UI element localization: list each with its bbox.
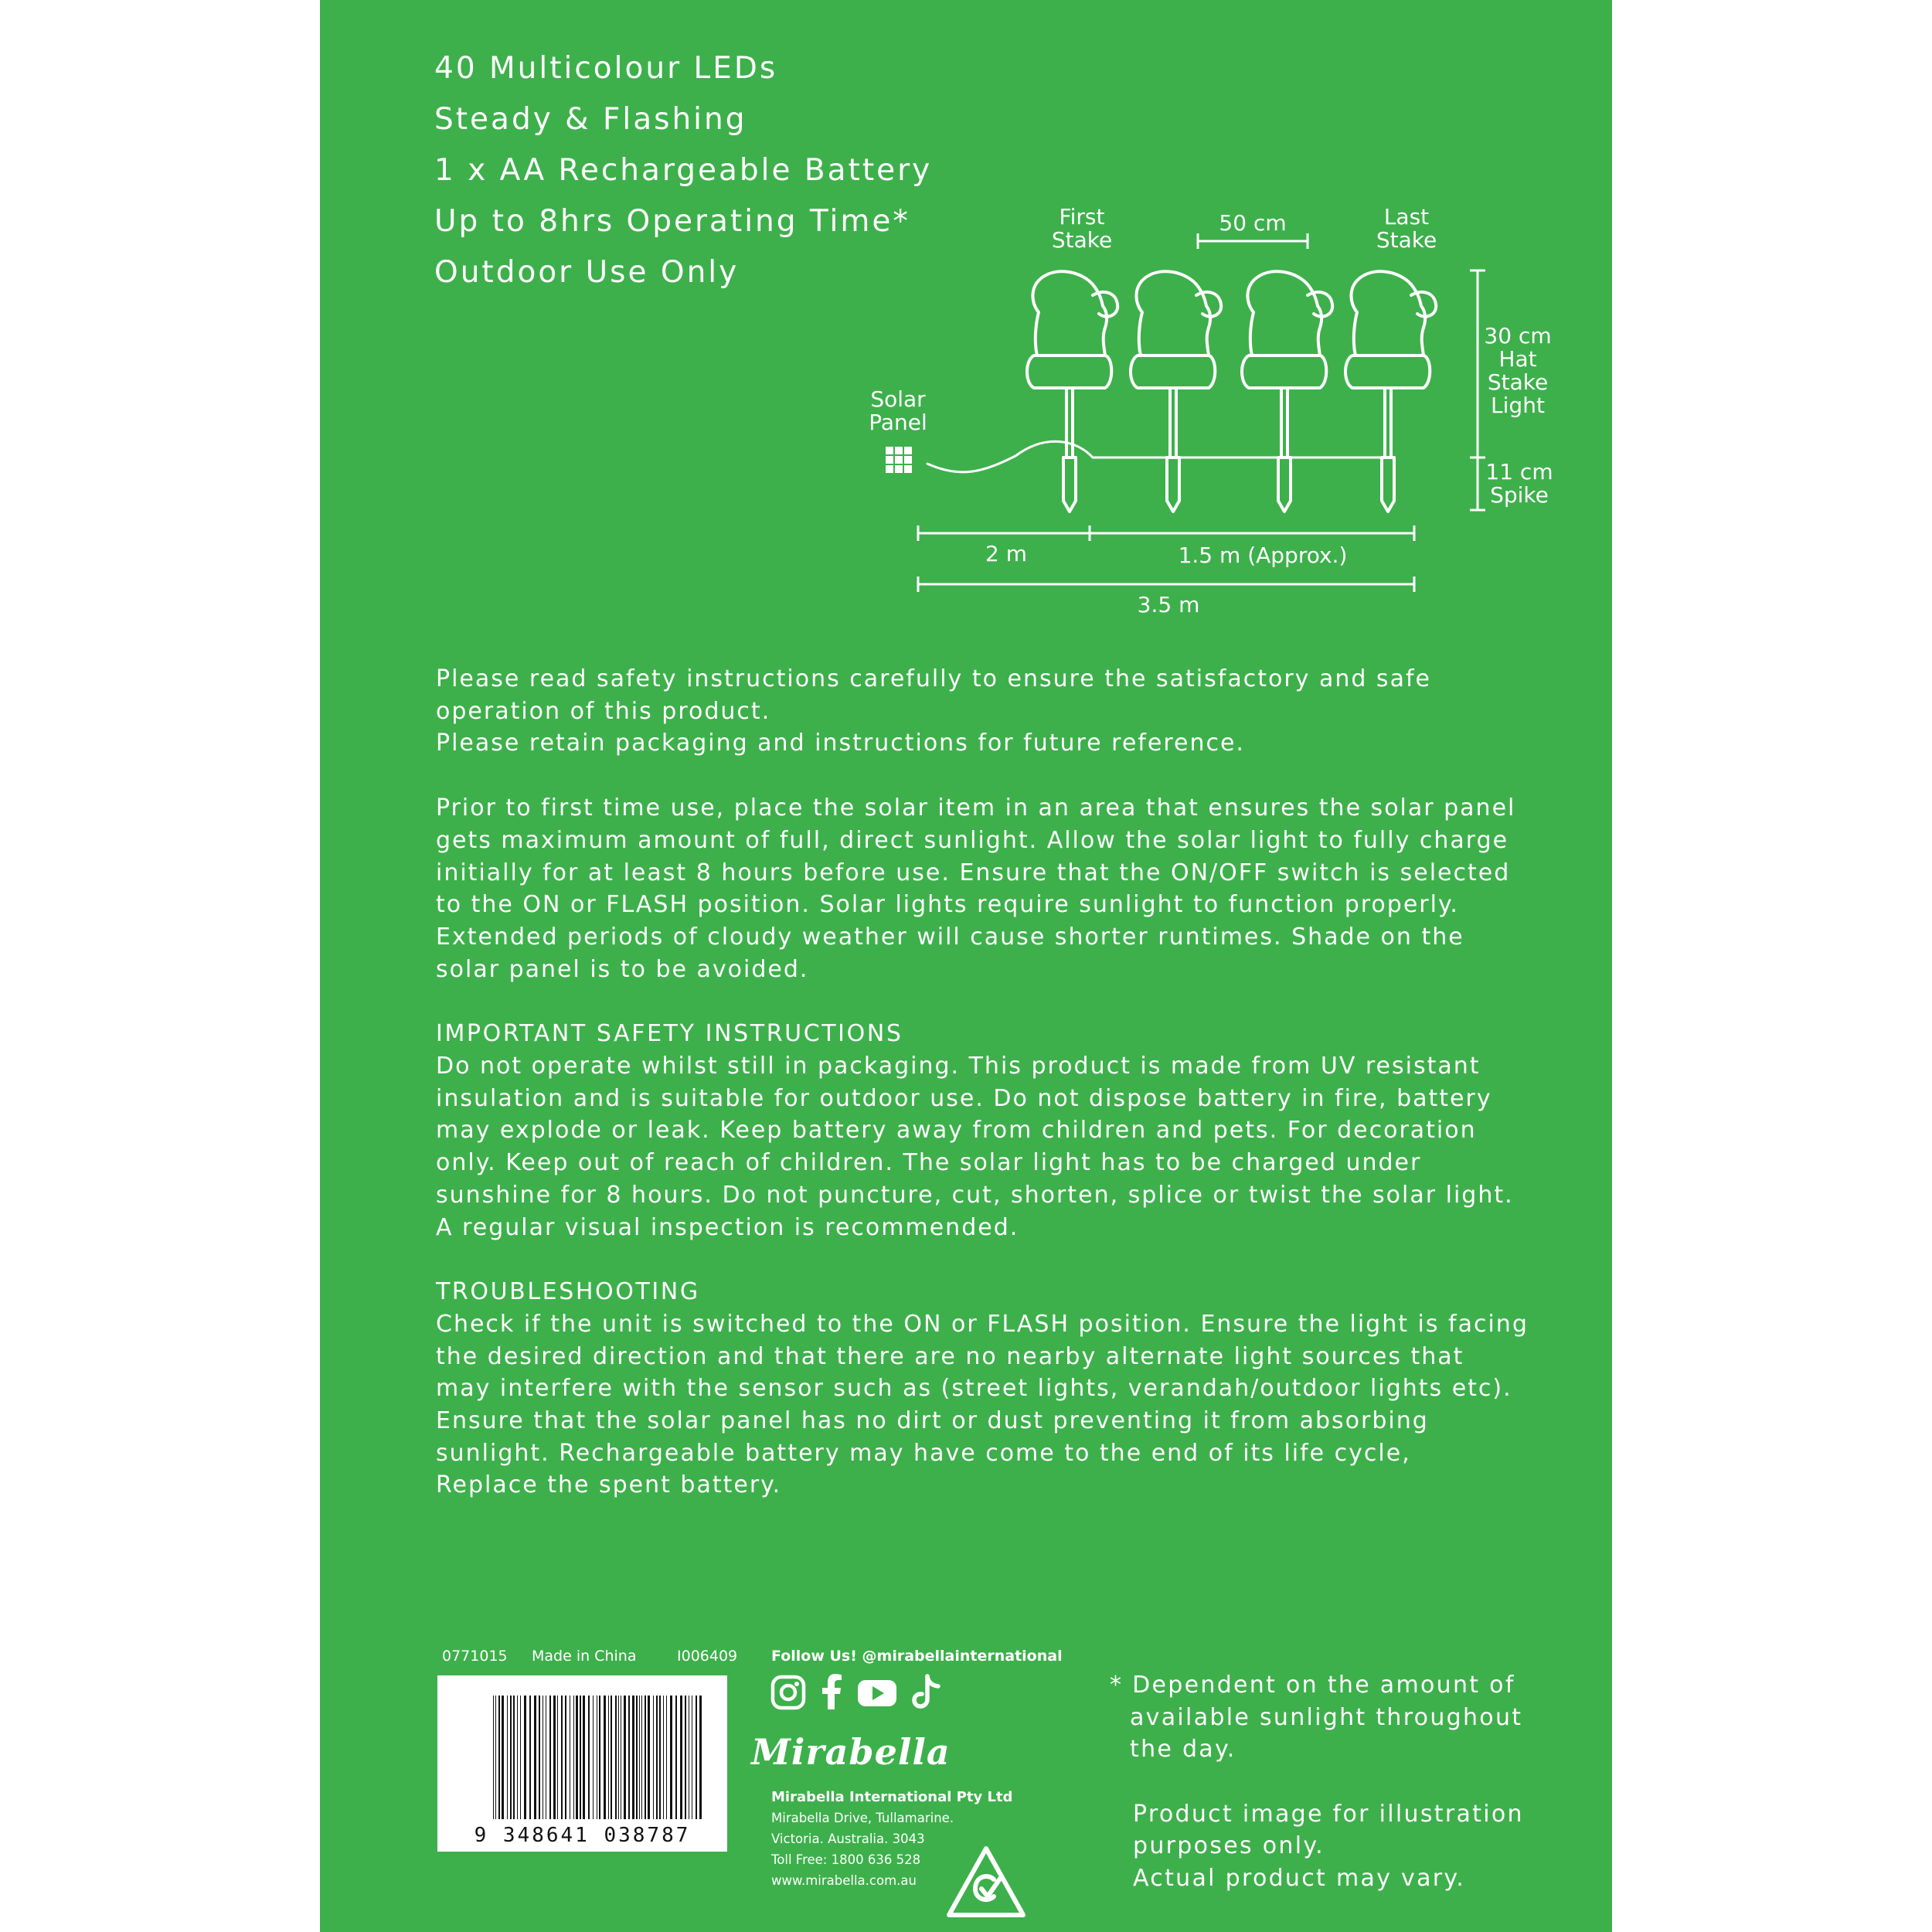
barcode-bar — [520, 1696, 521, 1819]
barcode-bar — [659, 1696, 661, 1819]
barcode-bar — [653, 1696, 654, 1819]
usage-line: Extended periods of cloudy weather will cause shorter runtimes. Shade on the — [436, 923, 1464, 951]
safety-line: only. Keep out of reach of children. The solar light has to be charged under — [436, 1149, 1422, 1177]
barcode-bar — [645, 1696, 646, 1819]
barcode-bar — [517, 1696, 518, 1819]
barcode-bar — [604, 1696, 606, 1819]
troubleshooting-line: sunlight. Rechargeable battery may have come to the end of its life cycle, — [436, 1439, 1411, 1467]
string-length-label: 1.5 m (Approx.) — [1178, 543, 1348, 568]
hat-height-label: Hat — [1498, 346, 1537, 372]
company-phone: Toll Free: 1800 636 528 — [771, 1852, 921, 1867]
barcode-bar — [608, 1696, 609, 1819]
intro-line: Please retain packaging and instructions for future reference. — [436, 730, 1245, 757]
solar-cell — [886, 456, 893, 464]
solar-panel-icon — [886, 447, 912, 473]
barcode-bar — [648, 1696, 650, 1819]
barcode-bar — [573, 1696, 574, 1819]
footer — [320, 1638, 1612, 1932]
barcode-bar — [539, 1696, 540, 1819]
stake-light-last — [1345, 271, 1436, 512]
disclaimer-line: purposes only. — [1133, 1832, 1325, 1859]
first-stake-label: Stake — [1051, 227, 1113, 253]
barcode-bar — [565, 1696, 566, 1819]
product-ref: I006409 — [677, 1648, 738, 1665]
barcode-bar — [699, 1696, 702, 1819]
solar-cell — [904, 465, 912, 473]
footnote-line: the day. — [1130, 1736, 1236, 1763]
barcode-bar — [632, 1696, 634, 1819]
troubleshooting-line: Check if the unit is switched to the ON or FLASH position. Ensure the light is facing — [436, 1310, 1529, 1338]
safety-heading: IMPORTANT SAFETY INSTRUCTIONS — [436, 1020, 903, 1048]
usage-line: solar panel is to be avoided. — [436, 955, 809, 983]
hat-height-label: Stake — [1487, 369, 1549, 395]
company-address: Mirabella Drive, Tullamarine. — [771, 1811, 954, 1825]
lead-length-label: 2 m — [985, 541, 1027, 566]
barcode-bar — [680, 1696, 682, 1819]
usage-line: to the ON or FLASH position. Solar lights require sunlight to function properly. — [436, 891, 1459, 919]
barcode-bar — [618, 1696, 619, 1819]
spike-height-label: 11 cm — [1485, 459, 1553, 485]
barcode-bar — [557, 1696, 558, 1819]
stake-light-3 — [1242, 271, 1332, 512]
santa-hat-icon — [1131, 271, 1221, 512]
solar-cell — [904, 447, 912, 454]
barcode-bar — [670, 1696, 672, 1819]
safety-line: may explode or leak. Keep battery away from children and pets. For decoration — [436, 1117, 1477, 1145]
barcode-bar — [641, 1696, 642, 1819]
feature-item: 1 x AA Rechargeable Battery — [434, 153, 933, 188]
product-dimension-diagram — [320, 0, 1612, 634]
barcode-bar — [599, 1696, 600, 1819]
santa-hat-icon — [1242, 271, 1332, 512]
company-name: Mirabella International Pty Ltd — [771, 1789, 1013, 1805]
barcode-bar — [576, 1696, 578, 1819]
santa-hat-icon — [1027, 271, 1117, 512]
solar-panel-label: Panel — [869, 410, 927, 435]
cable-wire — [927, 441, 1383, 472]
barcode-bar — [534, 1696, 536, 1819]
usage-line: Prior to first time use, place the solar item in an area that ensures the solar panel — [436, 794, 1516, 822]
youtube-icon[interactable] — [856, 1674, 898, 1711]
barcode-bar — [553, 1696, 556, 1819]
solar-cell — [895, 456, 903, 464]
barcode-bar — [513, 1696, 515, 1819]
packaging-panel — [320, 0, 1612, 1932]
feature-item: Up to 8hrs Operating Time* — [434, 204, 910, 239]
instagram-icon[interactable] — [770, 1674, 807, 1711]
barcode-bar — [524, 1696, 526, 1819]
barcode — [437, 1675, 727, 1852]
feature-item: Steady & Flashing — [434, 102, 747, 137]
first-stake-label: First — [1059, 204, 1105, 230]
facebook-icon[interactable] — [820, 1674, 843, 1711]
barcode-bar — [628, 1696, 630, 1819]
solar-panel-label: Solar — [870, 386, 926, 412]
troubleshooting-line: the desired direction and that there are no nearby alternate light sources that — [436, 1342, 1464, 1370]
intro-line: Please read safety instructions carefully to ensure the satisfactory and safe — [436, 665, 1431, 692]
troubleshooting-line: may interfere with the sensor such as (street lights, verandah/outdoor lights etc). — [436, 1375, 1512, 1403]
usage-line: gets maximum amount of full, direct sunlight. Allow the solar light to fully charge — [436, 826, 1509, 854]
stake-light-first — [1027, 271, 1117, 512]
last-stake-label: Last — [1383, 204, 1430, 230]
barcode-bar — [507, 1696, 508, 1819]
barcode-bar — [593, 1696, 594, 1819]
barcode-bar — [666, 1696, 667, 1819]
hat-height-label: 30 cm — [1484, 323, 1552, 349]
barcode-bar — [588, 1696, 590, 1819]
safety-line: sunshine for 8 hours. Do not puncture, cut, shorten, splice or twist the solar light. — [436, 1181, 1514, 1209]
safety-line: Do not operate whilst still in packaging. This product is made from UV resistant — [436, 1053, 1481, 1080]
last-stake-label: Stake — [1376, 227, 1437, 253]
barcode-bar — [502, 1696, 504, 1819]
barcode-bar — [636, 1696, 638, 1819]
barcode-bar — [675, 1696, 677, 1819]
solar-cell — [904, 456, 912, 464]
product-code: 0771015 — [442, 1648, 508, 1665]
spacing-label: 50 cm — [1219, 210, 1287, 236]
barcode-bar — [624, 1696, 626, 1819]
barcode-bar — [696, 1696, 697, 1819]
barcode-bar — [663, 1696, 664, 1819]
santa-hat-icon — [1345, 271, 1436, 512]
barcode-bar — [549, 1696, 551, 1819]
barcode-bar — [639, 1696, 640, 1819]
follow-us-text: Follow Us! @mirabellainternational — [771, 1648, 1063, 1665]
feature-item: Outdoor Use Only — [434, 255, 740, 290]
total-length-label: 3.5 m — [1137, 592, 1200, 617]
barcode-bar — [580, 1696, 581, 1819]
barcode-bar — [493, 1696, 494, 1819]
footnotes — [1110, 1669, 1524, 1894]
country-of-origin: Made in China — [532, 1648, 637, 1665]
barcode-number: 9 348641 038787 — [474, 1824, 691, 1847]
safety-line: insulation and is suitable for outdoor use. Do not dispose battery in fire, battery — [436, 1084, 1492, 1112]
troubleshooting-line: Ensure that the solar panel has no dirt or dust preventing it from absorbing — [436, 1407, 1429, 1435]
footnote-line: available sunlight throughout — [1130, 1703, 1523, 1731]
barcode-bar — [611, 1696, 612, 1819]
social-icons — [770, 1674, 951, 1711]
feature-item: 40 Multicolour LEDs — [434, 51, 778, 86]
barcode-bar — [656, 1696, 658, 1819]
safety-line: A regular visual inspection is recommended. — [436, 1213, 1019, 1241]
company-website: www.mirabella.com.au — [771, 1873, 917, 1888]
barcode-bar — [529, 1696, 531, 1819]
tiktok-icon[interactable] — [911, 1674, 942, 1711]
barcode-bar — [615, 1696, 617, 1819]
solar-cell — [895, 447, 903, 454]
barcode-bar — [495, 1696, 496, 1819]
disclaimer-line: Actual product may vary. — [1133, 1864, 1466, 1892]
barcode-bar — [561, 1696, 563, 1819]
footnote-line: * Dependent on the amount of — [1110, 1672, 1515, 1699]
intro-line: operation of this product. — [436, 697, 771, 725]
barcode-bar — [510, 1696, 512, 1819]
instructions-text — [436, 663, 1549, 1502]
solar-cell — [886, 447, 893, 454]
usage-line: initially for at least 8 hours before use. Ensure that the ON/OFF switch is selected — [436, 859, 1511, 886]
company-address: Victoria. Australia. 3043 — [771, 1832, 925, 1846]
brand-logo: Mirabella — [751, 1731, 951, 1773]
rcm-compliance-icon — [946, 1845, 1026, 1920]
barcode-bar — [685, 1696, 686, 1819]
troubleshooting-line: Replace the spent battery. — [436, 1471, 782, 1499]
stake-light-2 — [1131, 271, 1221, 512]
troubleshooting-heading: TROUBLESHOOTING — [436, 1278, 700, 1306]
solar-cell — [895, 465, 903, 473]
hat-height-label: Light — [1491, 393, 1545, 418]
disclaimer-line: Product image for illustration — [1133, 1800, 1524, 1828]
solar-cell — [886, 465, 893, 473]
barcode-bar — [583, 1696, 585, 1819]
spike-height-label: Spike — [1490, 482, 1549, 508]
barcode-bar — [498, 1696, 500, 1819]
